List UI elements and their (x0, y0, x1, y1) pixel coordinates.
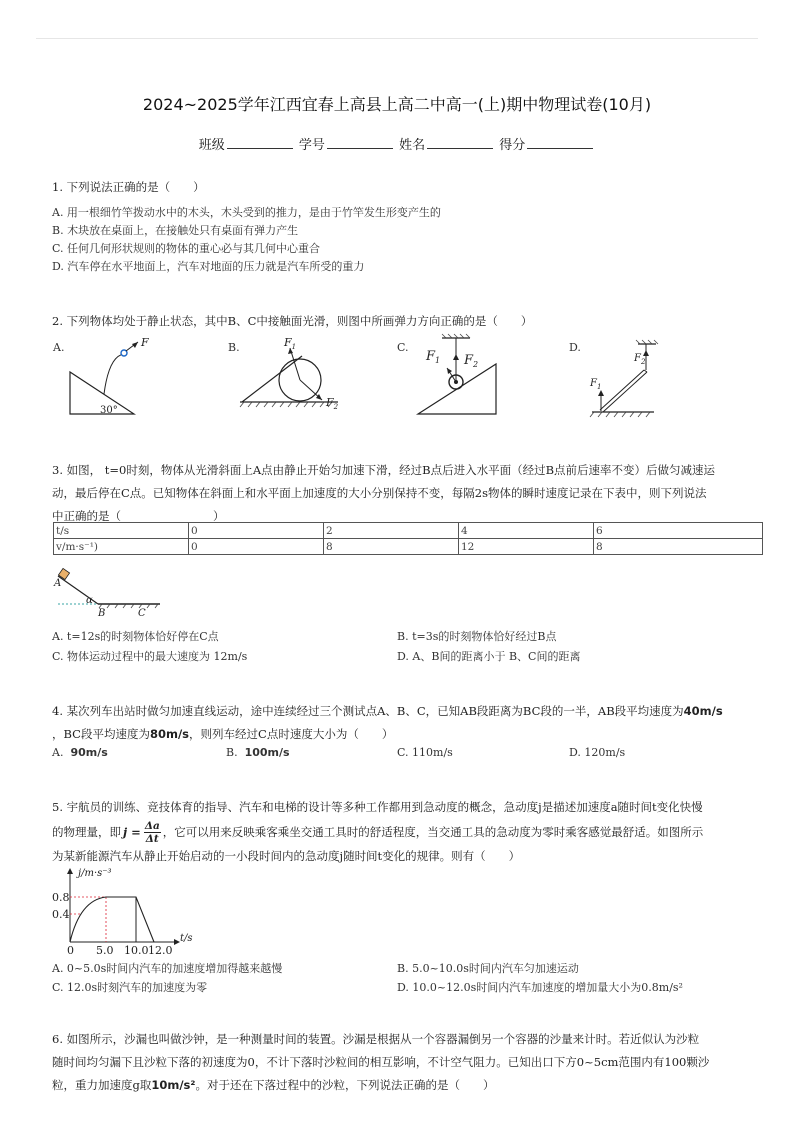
question-2-figure-d (584, 334, 660, 422)
figure-b-f1-label: $F_1$ (284, 336, 297, 351)
question-2-figure-b (238, 334, 348, 414)
question-1 (52, 178, 744, 276)
table-cell: 6 (594, 523, 763, 539)
question-4-option-b[interactable] (226, 746, 290, 759)
figure-point-b: B (98, 608, 106, 619)
option-value: 90m/s (70, 746, 108, 759)
question-4-option-c[interactable]: C. 110m/s (397, 746, 453, 759)
figure-angle-alpha: α (86, 595, 93, 606)
question-5-stem-line2b: ，它可以用来反映乘客乘坐交通工具时的舒适程度，当交通工具的急动度为零时乘客感觉最舒适。如图所示 (162, 824, 704, 839)
figure-b-f2-label: $F_2$ (326, 396, 339, 411)
question-2-option-a-label[interactable]: A. (53, 341, 65, 354)
question-3-figure-incline (54, 566, 164, 622)
question-5-option-c[interactable]: C. 12.0s时刻汽车的加速度为零 (52, 981, 208, 994)
formula-denominator: Δt (145, 832, 159, 845)
table-cell: 2 (324, 523, 459, 539)
field-name-blank[interactable] (427, 136, 493, 149)
student-info-fields (0, 134, 794, 153)
field-class-blank[interactable] (227, 136, 293, 149)
question-6-stem-line3b: 。对于还在下落过程中的沙粒，下列说法正确的是（ ） (195, 1078, 495, 1092)
graph-y-tick: 0.4 (52, 908, 70, 921)
question-5-option-b[interactable]: B. 5.0~10.0s时间内汽车匀加速运动 (397, 962, 579, 975)
figure-d-f1-label: $F_1$ (590, 378, 602, 391)
jerk-formula (123, 820, 161, 845)
figure-d-f2-label: $F_2$ (634, 353, 646, 366)
question-1-option-c[interactable]: C. 任何几何形状规则的物体的重心必与其几何中心重合 (52, 242, 321, 255)
figure-a-angle-label: 30° (100, 405, 118, 416)
option-letter: B. (226, 746, 238, 759)
question-1-option-b[interactable]: B. 木块放在桌面上，在接触处只有桌面有弹力产生 (52, 224, 299, 237)
question-4-v1: 40m/s (683, 704, 723, 718)
top-divider (36, 38, 758, 39)
table-cell: 0 (189, 539, 324, 555)
table-cell: 12 (459, 539, 594, 555)
question-1-option-d[interactable]: D. 汽车停在水平地面上，汽车对地面的压力就是汽车所受的重力 (52, 260, 365, 273)
figure-c-f2-label: $F_2$ (464, 353, 479, 369)
question-5-stem (52, 796, 756, 868)
question-2-figure-c (414, 334, 504, 420)
table-row (54, 539, 763, 555)
question-5-option-d[interactable]: D. 10.0~12.0s时间内汽车加速度的增加量大小为0.8m/s² (397, 981, 683, 994)
question-3-stem-line3: 中正确的是（ ） (52, 509, 225, 523)
question-4-stem-part1: 4. 某次列车出站时做匀加速直线运动，途中连续经过三个测试点A、B、C，已知AB段距离为BC段的一半，AB段平均速度为 (52, 704, 684, 718)
field-score-blank[interactable] (527, 136, 593, 149)
question-6-stem (52, 1028, 756, 1097)
option-value: 100m/s (244, 746, 290, 759)
formula-numerator: Δa (144, 819, 160, 832)
question-3-option-d[interactable]: D. A、B间的距离小于 B、C间的距离 (397, 650, 581, 663)
graph-x-tick: 5.0 (96, 944, 114, 957)
field-class-label: 班级 (198, 138, 225, 153)
table-cell: 4 (459, 523, 594, 539)
question-6-stem-line3a: 粒，重力加速度g取 (52, 1078, 152, 1092)
question-3-option-a[interactable]: A. t=12s的时刻物体恰好停在C点 (52, 630, 219, 643)
question-4-option-d[interactable]: D. 120m/s (569, 746, 626, 759)
question-4-stem-part2: ，BC段平均速度为 (52, 727, 150, 741)
table-cell: 8 (594, 539, 763, 555)
question-4-v2: 80m/s (149, 727, 190, 741)
field-id-label: 学号 (298, 138, 325, 153)
question-5-option-a[interactable]: A. 0~5.0s时间内汽车的加速度增加得越来越慢 (52, 962, 283, 975)
figure-point-c: C (138, 608, 146, 619)
question-3-option-c[interactable]: C. 物体运动过程中的最大速度为 12m/s (52, 650, 248, 663)
question-3-stem-line2: 动，最后停在C点。已知物体在斜面上和水平面上加速度的大小分别保持不变，每隔2s物体的瞬时速度记录在下表中，则下列说法 (52, 486, 707, 500)
question-2-option-c-label[interactable]: C. (397, 341, 409, 354)
graph-y-axis-label: j/m·s⁻³ (78, 868, 112, 879)
table-cell: 8 (324, 539, 459, 555)
question-6-gravity-value: 10m/s² (151, 1078, 196, 1092)
question-4-stem (52, 700, 756, 746)
graph-x-tick: 0 (67, 944, 74, 957)
table-row (54, 523, 763, 539)
question-2-figure-a (64, 336, 149, 422)
field-name-label: 姓名 (399, 138, 426, 153)
field-score-label: 得分 (499, 138, 526, 153)
table-cell: v/m·s⁻¹) (54, 539, 189, 555)
question-6-stem-line2: 随时间均匀漏下且沙粒下落的初速度为0，不计下落时沙粒间的相互影响，不计空气阻力。已知出口下方0~5cm范围内有100颗沙 (52, 1055, 710, 1069)
question-6-stem-line1: 6. 如图所示，沙漏也叫做沙钟，是一种测量时间的装置。沙漏是根据从一个容器漏倒另一个容器的沙量来计时。若近似认为沙粒 (52, 1032, 700, 1046)
page-title: 2024~2025学年江西宜春上高县上高二中高一(上)期中物理试卷(10月) (142, 95, 652, 114)
formula-lhs: j = (123, 824, 141, 839)
question-5-jerk-graph (52, 866, 202, 957)
question-2-option-b-label[interactable]: B. (228, 341, 240, 354)
figure-a-force-label: F (141, 336, 149, 349)
question-5-stem-line3: 为某新能源汽车从静止开始启动的一小段时间内的急动度j随时间t变化的规律。则有（ ） (52, 849, 521, 863)
question-5-stem-line1: 5. 宇航员的训练、竞技体育的指导、汽车和电梯的设计等多种工作都用到急动度的概念，急动度j是描述加速度a随时间t变化快慢 (52, 800, 703, 814)
option-letter: A. (52, 746, 64, 759)
question-3-stem (52, 459, 756, 528)
question-3-stem-line1: 3. 如图， t=0时刻，物体从光滑斜面上A点由静止开始匀加速下滑，经过B点后进入水平面（经过B点前后速率不变）后做匀减速运 (52, 463, 716, 477)
question-5-stem-line2a: 的物理量，即 (52, 824, 121, 839)
graph-x-tick: 12.0 (148, 944, 173, 957)
question-4-option-a[interactable] (52, 746, 108, 759)
question-3-data-table (53, 522, 763, 555)
table-cell: t/s (54, 523, 189, 539)
graph-x-tick: 10.0 (124, 944, 149, 957)
graph-y-tick: 0.8 (52, 891, 70, 904)
table-cell: 0 (189, 523, 324, 539)
question-1-option-a[interactable]: A. 用一根细竹竿拨动水中的木头，木头受到的推力，是由于竹竿发生形变产生的 (52, 206, 441, 219)
question-2-option-d-label[interactable]: D. (569, 341, 581, 354)
question-3-option-b[interactable]: B. t=3s的时刻物体恰好经过B点 (397, 630, 557, 643)
question-4-stem-part3: ，则列车经过C点时速度大小为（ ） (189, 727, 394, 741)
graph-x-axis-label: t/s (180, 933, 193, 944)
field-id-blank[interactable] (327, 136, 393, 149)
figure-point-a: A (54, 578, 62, 589)
question-1-stem: 1. 下列说法正确的是（ ） (52, 180, 205, 194)
figure-c-f1-label: $F_1$ (426, 349, 441, 365)
question-2-stem: 2. 下列物体均处于静止状态，其中B、C中接触面光滑，则图中所画弹力方向正确的是（ ） (52, 314, 533, 328)
